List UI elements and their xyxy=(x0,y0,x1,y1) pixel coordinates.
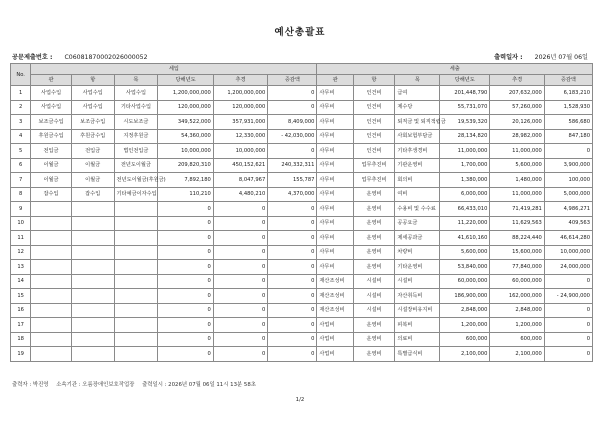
income-supplementary: 0 xyxy=(213,303,267,318)
expense-mok: 기타후생경비 xyxy=(395,144,440,159)
income-supplementary: 0 xyxy=(213,260,267,275)
table-row xyxy=(11,158,593,173)
table-row xyxy=(11,202,593,217)
income-gwan xyxy=(31,216,72,231)
doc-number xyxy=(12,52,148,61)
page-number: 1/2 xyxy=(295,397,305,403)
expense-change: 586,680 xyxy=(544,115,592,130)
expense-supplementary: 11,629,563 xyxy=(490,216,544,231)
income-current: 0 xyxy=(158,347,214,362)
col-header: 증감액 xyxy=(544,75,592,86)
row-number: 17 xyxy=(11,318,31,333)
income-change: 0 xyxy=(268,245,317,260)
income-gwan xyxy=(31,260,72,275)
expense-hang: 인건비 xyxy=(353,144,395,159)
income-supplementary: 450,152,621 xyxy=(213,158,267,173)
table-row xyxy=(11,187,593,202)
expense-current: 41,610,160 xyxy=(440,231,490,246)
expense-hang: 운영비 xyxy=(353,245,395,260)
expense-change: - 24,900,000 xyxy=(544,289,592,304)
expense-mok: 기관운영비 xyxy=(395,158,440,173)
expense-current: 55,731,070 xyxy=(440,100,490,115)
expense-change: 4,986,271 xyxy=(544,202,592,217)
expense-mok: 제세공과금 xyxy=(395,231,440,246)
income-current: 1,200,000,000 xyxy=(158,86,214,101)
expense-hang: 인건비 xyxy=(353,115,395,130)
col-header: 증감액 xyxy=(268,75,317,86)
expense-hang: 시설비 xyxy=(353,274,395,289)
income-hang xyxy=(71,318,114,333)
expense-hang: 업무추진비 xyxy=(353,158,395,173)
expense-hang: 인건비 xyxy=(353,86,395,101)
income-hang xyxy=(71,231,114,246)
income-supplementary: 120,000,000 xyxy=(213,100,267,115)
expense-change: 6,183,210 xyxy=(544,86,592,101)
expense-supplementary: 15,600,000 xyxy=(490,245,544,260)
expense-gwan: 사업비 xyxy=(317,318,353,333)
col-header: 관 xyxy=(31,75,72,86)
doc-number-value: C06081870002026000052 xyxy=(64,54,148,61)
expense-current: 6,000,000 xyxy=(440,187,490,202)
expense-hang: 시설비 xyxy=(353,289,395,304)
expense-current: 11,220,000 xyxy=(440,216,490,231)
expense-hang: 인건비 xyxy=(353,129,395,144)
expense-hang: 운영비 xyxy=(353,216,395,231)
expense-current: 186,900,000 xyxy=(440,289,490,304)
print-date-value: 2026년 07월 06일 xyxy=(534,54,588,61)
income-hang: 전입금 xyxy=(71,144,114,159)
income-gwan xyxy=(31,318,72,333)
income-supplementary: 1,200,000,000 xyxy=(213,86,267,101)
income-mok xyxy=(114,318,158,333)
income-current: 110,210 xyxy=(158,187,214,202)
expense-gwan: 사무비 xyxy=(317,129,353,144)
expense-current: 600,000 xyxy=(440,332,490,347)
expense-supplementary: 71,419,281 xyxy=(490,202,544,217)
col-header: 추경 xyxy=(213,75,267,86)
expense-supplementary: 11,000,000 xyxy=(490,144,544,159)
income-mok xyxy=(114,260,158,275)
expense-supplementary: 600,000 xyxy=(490,332,544,347)
col-header: 당해년도 xyxy=(158,75,214,86)
row-number: 3 xyxy=(11,115,31,130)
income-current: 0 xyxy=(158,202,214,217)
row-number: 6 xyxy=(11,158,31,173)
income-supplementary: 0 xyxy=(213,289,267,304)
expense-hang: 시설비 xyxy=(353,303,395,318)
income-supplementary: 0 xyxy=(213,274,267,289)
print-date xyxy=(494,52,588,61)
income-mok xyxy=(114,245,158,260)
expense-current: 28,134,820 xyxy=(440,129,490,144)
expense-gwan: 사무비 xyxy=(317,202,353,217)
income-change: 0 xyxy=(268,100,317,115)
expense-change: 0 xyxy=(544,274,592,289)
income-current: 0 xyxy=(158,260,214,275)
expense-mok: 피복비 xyxy=(395,318,440,333)
table-row xyxy=(11,129,593,144)
expense-gwan: 사무비 xyxy=(317,158,353,173)
expense-mok: 자산취득비 xyxy=(395,289,440,304)
income-mok xyxy=(114,347,158,362)
row-number: 7 xyxy=(11,173,31,188)
expense-mok: 회의비 xyxy=(395,173,440,188)
income-supplementary: 0 xyxy=(213,231,267,246)
income-supplementary: 0 xyxy=(213,318,267,333)
expense-change: 46,614,280 xyxy=(544,231,592,246)
table-row xyxy=(11,260,593,275)
expense-change: 10,000,000 xyxy=(544,245,592,260)
income-change: 0 xyxy=(268,231,317,246)
expense-change: 0 xyxy=(544,144,592,159)
income-mok xyxy=(114,289,158,304)
expense-hang: 인건비 xyxy=(353,100,395,115)
expense-gwan: 재산조성비 xyxy=(317,274,353,289)
expense-gwan: 사업비 xyxy=(317,332,353,347)
income-gwan: 보조금수입 xyxy=(31,115,72,130)
row-number: 9 xyxy=(11,202,31,217)
expense-gwan: 사무비 xyxy=(317,231,353,246)
income-mok: 사업수입 xyxy=(114,86,158,101)
table-row xyxy=(11,86,593,101)
income-supplementary: 8,047,967 xyxy=(213,173,267,188)
income-gwan xyxy=(31,289,72,304)
income-supplementary: 0 xyxy=(213,216,267,231)
col-header: 당해년도 xyxy=(440,75,490,86)
doc-number-label: 공문제출번호 : xyxy=(12,54,53,61)
row-number: 11 xyxy=(11,231,31,246)
col-header: 추경 xyxy=(490,75,544,86)
expense-change: 5,000,000 xyxy=(544,187,592,202)
footer-printer: 출력자 : 박진영 xyxy=(12,382,49,388)
expense-mok: 시설비 xyxy=(395,274,440,289)
income-gwan: 이월금 xyxy=(31,173,72,188)
expense-supplementary: 77,840,000 xyxy=(490,260,544,275)
income-hang: 이월금 xyxy=(71,173,114,188)
table-row xyxy=(11,173,593,188)
income-gwan xyxy=(31,332,72,347)
income-hang xyxy=(71,260,114,275)
expense-mok: 공공요금 xyxy=(395,216,440,231)
row-number: 5 xyxy=(11,144,31,159)
expense-mok: 차량비 xyxy=(395,245,440,260)
income-hang xyxy=(71,289,114,304)
income-supplementary: 0 xyxy=(213,245,267,260)
income-gwan: 전입금 xyxy=(31,144,72,159)
expense-change: 847,180 xyxy=(544,129,592,144)
row-number: 14 xyxy=(11,274,31,289)
expense-gwan: 사업비 xyxy=(317,347,353,362)
expense-mok: 사회보험부담금 xyxy=(395,129,440,144)
expense-supplementary: 1,200,000 xyxy=(490,318,544,333)
expense-change: 0 xyxy=(544,318,592,333)
income-current: 54,360,000 xyxy=(158,129,214,144)
row-number: 16 xyxy=(11,303,31,318)
expense-supplementary: 88,224,440 xyxy=(490,231,544,246)
col-header: 항 xyxy=(71,75,114,86)
expense-current: 2,100,000 xyxy=(440,347,490,362)
expense-hang: 운영비 xyxy=(353,260,395,275)
page-title: 예산총괄표 xyxy=(274,27,326,38)
income-current: 349,522,000 xyxy=(158,115,214,130)
income-current: 120,000,000 xyxy=(158,100,214,115)
income-change: 0 xyxy=(268,332,317,347)
income-gwan xyxy=(31,347,72,362)
expense-change: 0 xyxy=(544,303,592,318)
income-change: 0 xyxy=(268,216,317,231)
expense-current: 1,700,000 xyxy=(440,158,490,173)
expense-gwan: 사무비 xyxy=(317,187,353,202)
income-hang xyxy=(71,216,114,231)
expense-supplementary: 162,000,000 xyxy=(490,289,544,304)
expense-hang: 업무추진비 xyxy=(353,173,395,188)
expense-mok: 수용비 및 수수료 xyxy=(395,202,440,217)
expense-mok: 여비 xyxy=(395,187,440,202)
expense-mok: 퇴직금 및 퇴직적립금 xyxy=(395,115,440,130)
expense-gwan: 사무비 xyxy=(317,245,353,260)
income-hang: 사업수입 xyxy=(71,86,114,101)
expense-current: 1,380,000 xyxy=(440,173,490,188)
table-row xyxy=(11,245,593,260)
income-change: - 42,030,000 xyxy=(268,129,317,144)
income-mok: 지정후원금 xyxy=(114,129,158,144)
table-row xyxy=(11,115,593,130)
expense-mok: 급여 xyxy=(395,86,440,101)
income-gwan: 사업수입 xyxy=(31,86,72,101)
row-number: 1 xyxy=(11,86,31,101)
income-change: 0 xyxy=(268,86,317,101)
expense-supplementary: 20,126,000 xyxy=(490,115,544,130)
income-current: 209,820,310 xyxy=(158,158,214,173)
expense-supplementary: 2,848,000 xyxy=(490,303,544,318)
expense-supplementary: 1,480,000 xyxy=(490,173,544,188)
col-no: No. xyxy=(11,64,31,86)
income-hang: 후원금수입 xyxy=(71,129,114,144)
income-gwan xyxy=(31,274,72,289)
expense-mok: 시설장비유지비 xyxy=(395,303,440,318)
row-number: 15 xyxy=(11,289,31,304)
income-supplementary: 10,000,000 xyxy=(213,144,267,159)
income-change: 240,332,311 xyxy=(268,158,317,173)
income-mok: 법인전입금 xyxy=(114,144,158,159)
income-change: 0 xyxy=(268,144,317,159)
expense-current: 2,848,000 xyxy=(440,303,490,318)
row-number: 19 xyxy=(11,347,31,362)
expense-supplementary: 28,982,000 xyxy=(490,129,544,144)
expense-gwan: 재산조성비 xyxy=(317,303,353,318)
table-row xyxy=(11,318,593,333)
table-row xyxy=(11,347,593,362)
income-change: 0 xyxy=(268,289,317,304)
expense-current: 60,000,000 xyxy=(440,274,490,289)
income-change: 155,787 xyxy=(268,173,317,188)
expense-mok: 제수당 xyxy=(395,100,440,115)
income-current: 7,892,180 xyxy=(158,173,214,188)
income-change: 8,409,000 xyxy=(268,115,317,130)
expense-change: 100,000 xyxy=(544,173,592,188)
expense-current: 201,448,790 xyxy=(440,86,490,101)
col-header: 목 xyxy=(114,75,158,86)
income-gwan: 잡수입 xyxy=(31,187,72,202)
expense-current: 11,000,000 xyxy=(440,144,490,159)
income-hang: 사업수입 xyxy=(71,100,114,115)
table-row xyxy=(11,303,593,318)
income-current: 0 xyxy=(158,231,214,246)
expense-hang: 운영비 xyxy=(353,347,395,362)
table-row xyxy=(11,332,593,347)
income-supplementary: 0 xyxy=(213,202,267,217)
income-change: 0 xyxy=(268,274,317,289)
row-number: 10 xyxy=(11,216,31,231)
income-hang: 보조금수입 xyxy=(71,115,114,130)
income-hang: 잡수입 xyxy=(71,187,114,202)
income-mok xyxy=(114,231,158,246)
expense-gwan: 사무비 xyxy=(317,115,353,130)
expense-current: 1,200,000 xyxy=(440,318,490,333)
income-supplementary: 4,480,210 xyxy=(213,187,267,202)
income-change: 0 xyxy=(268,303,317,318)
footer-org: 소속기관 : 오름장애인보호작업장 xyxy=(56,382,135,388)
expense-hang: 운영비 xyxy=(353,231,395,246)
income-mok xyxy=(114,216,158,231)
income-hang: 이월금 xyxy=(71,158,114,173)
income-hang xyxy=(71,303,114,318)
income-gwan: 이월금 xyxy=(31,158,72,173)
expense-gwan: 사무비 xyxy=(317,100,353,115)
income-change: 0 xyxy=(268,318,317,333)
col-header: 목 xyxy=(395,75,440,86)
income-gwan xyxy=(31,231,72,246)
expense-change: 3,900,000 xyxy=(544,158,592,173)
expense-hang: 운영비 xyxy=(353,332,395,347)
table-row xyxy=(11,274,593,289)
income-mok: 기타사업수입 xyxy=(114,100,158,115)
table-row xyxy=(11,100,593,115)
expense-current: 19,539,320 xyxy=(440,115,490,130)
income-current: 0 xyxy=(158,245,214,260)
table-row xyxy=(11,144,593,159)
table-row xyxy=(11,231,593,246)
footer-printed-at: 출력일시 : 2026년 07월 06일 11시 13분 58초 xyxy=(142,382,256,388)
expense-change: 409,563 xyxy=(544,216,592,231)
income-current: 0 xyxy=(158,318,214,333)
income-current: 0 xyxy=(158,216,214,231)
expense-gwan: 사무비 xyxy=(317,86,353,101)
expense-supplementary: 207,632,000 xyxy=(490,86,544,101)
income-gwan: 사업수입 xyxy=(31,100,72,115)
expense-change: 24,000,000 xyxy=(544,260,592,275)
expense-supplementary: 2,100,000 xyxy=(490,347,544,362)
income-mok: 시도보조금 xyxy=(114,115,158,130)
income-mok xyxy=(114,274,158,289)
expense-hang: 운영비 xyxy=(353,202,395,217)
col-header: 관 xyxy=(317,75,353,86)
row-number: 12 xyxy=(11,245,31,260)
income-current: 0 xyxy=(158,274,214,289)
expense-change: 0 xyxy=(544,347,592,362)
income-change: 0 xyxy=(268,347,317,362)
income-supplementary: 357,931,000 xyxy=(213,115,267,130)
income-hang xyxy=(71,347,114,362)
income-gwan xyxy=(31,303,72,318)
row-number: 2 xyxy=(11,100,31,115)
income-gwan xyxy=(31,202,72,217)
expense-gwan: 재산조성비 xyxy=(317,289,353,304)
income-mok: 전년도이월금 xyxy=(114,158,158,173)
income-supplementary: 0 xyxy=(213,347,267,362)
income-gwan xyxy=(31,245,72,260)
row-number: 18 xyxy=(11,332,31,347)
footer xyxy=(12,380,262,388)
income-hang xyxy=(71,202,114,217)
expense-current: 5,600,000 xyxy=(440,245,490,260)
income-current: 10,000,000 xyxy=(158,144,214,159)
income-hang xyxy=(71,274,114,289)
expense-current: 53,840,000 xyxy=(440,260,490,275)
income-header: 세입 xyxy=(31,64,317,75)
income-mok: 기타예금이자수입 xyxy=(114,187,158,202)
expense-supplementary: 5,600,000 xyxy=(490,158,544,173)
expense-change: 1,528,930 xyxy=(544,100,592,115)
expense-hang: 운영비 xyxy=(353,187,395,202)
income-current: 0 xyxy=(158,303,214,318)
expense-mok: 의료비 xyxy=(395,332,440,347)
income-change: 0 xyxy=(268,260,317,275)
income-mok: 전년도이월금(후원금) xyxy=(114,173,158,188)
expense-gwan: 사무비 xyxy=(317,260,353,275)
expense-gwan: 사무비 xyxy=(317,173,353,188)
budget-table xyxy=(10,63,593,362)
print-date-label: 출력일자 : xyxy=(494,54,523,61)
row-number: 13 xyxy=(11,260,31,275)
expense-supplementary: 57,260,000 xyxy=(490,100,544,115)
expense-supplementary: 60,000,000 xyxy=(490,274,544,289)
income-mok xyxy=(114,303,158,318)
row-number: 8 xyxy=(11,187,31,202)
row-number: 4 xyxy=(11,129,31,144)
income-mok xyxy=(114,332,158,347)
table-row xyxy=(11,289,593,304)
income-supplementary: 12,330,000 xyxy=(213,129,267,144)
expense-hang: 운영비 xyxy=(353,318,395,333)
income-hang xyxy=(71,245,114,260)
expense-current: 66,433,010 xyxy=(440,202,490,217)
income-change: 4,370,000 xyxy=(268,187,317,202)
expense-mok: 특별급식비 xyxy=(395,347,440,362)
expense-supplementary: 11,000,000 xyxy=(490,187,544,202)
table-row xyxy=(11,216,593,231)
expense-change: 0 xyxy=(544,332,592,347)
income-change: 0 xyxy=(268,202,317,217)
income-hang xyxy=(71,332,114,347)
income-current: 0 xyxy=(158,332,214,347)
expense-gwan: 사무비 xyxy=(317,144,353,159)
expense-mok: 기타운영비 xyxy=(395,260,440,275)
expense-gwan: 사무비 xyxy=(317,216,353,231)
income-gwan: 후원금수입 xyxy=(31,129,72,144)
income-current: 0 xyxy=(158,289,214,304)
income-mok xyxy=(114,202,158,217)
income-supplementary: 0 xyxy=(213,332,267,347)
col-header: 항 xyxy=(353,75,395,86)
expense-header: 세출 xyxy=(317,64,593,75)
